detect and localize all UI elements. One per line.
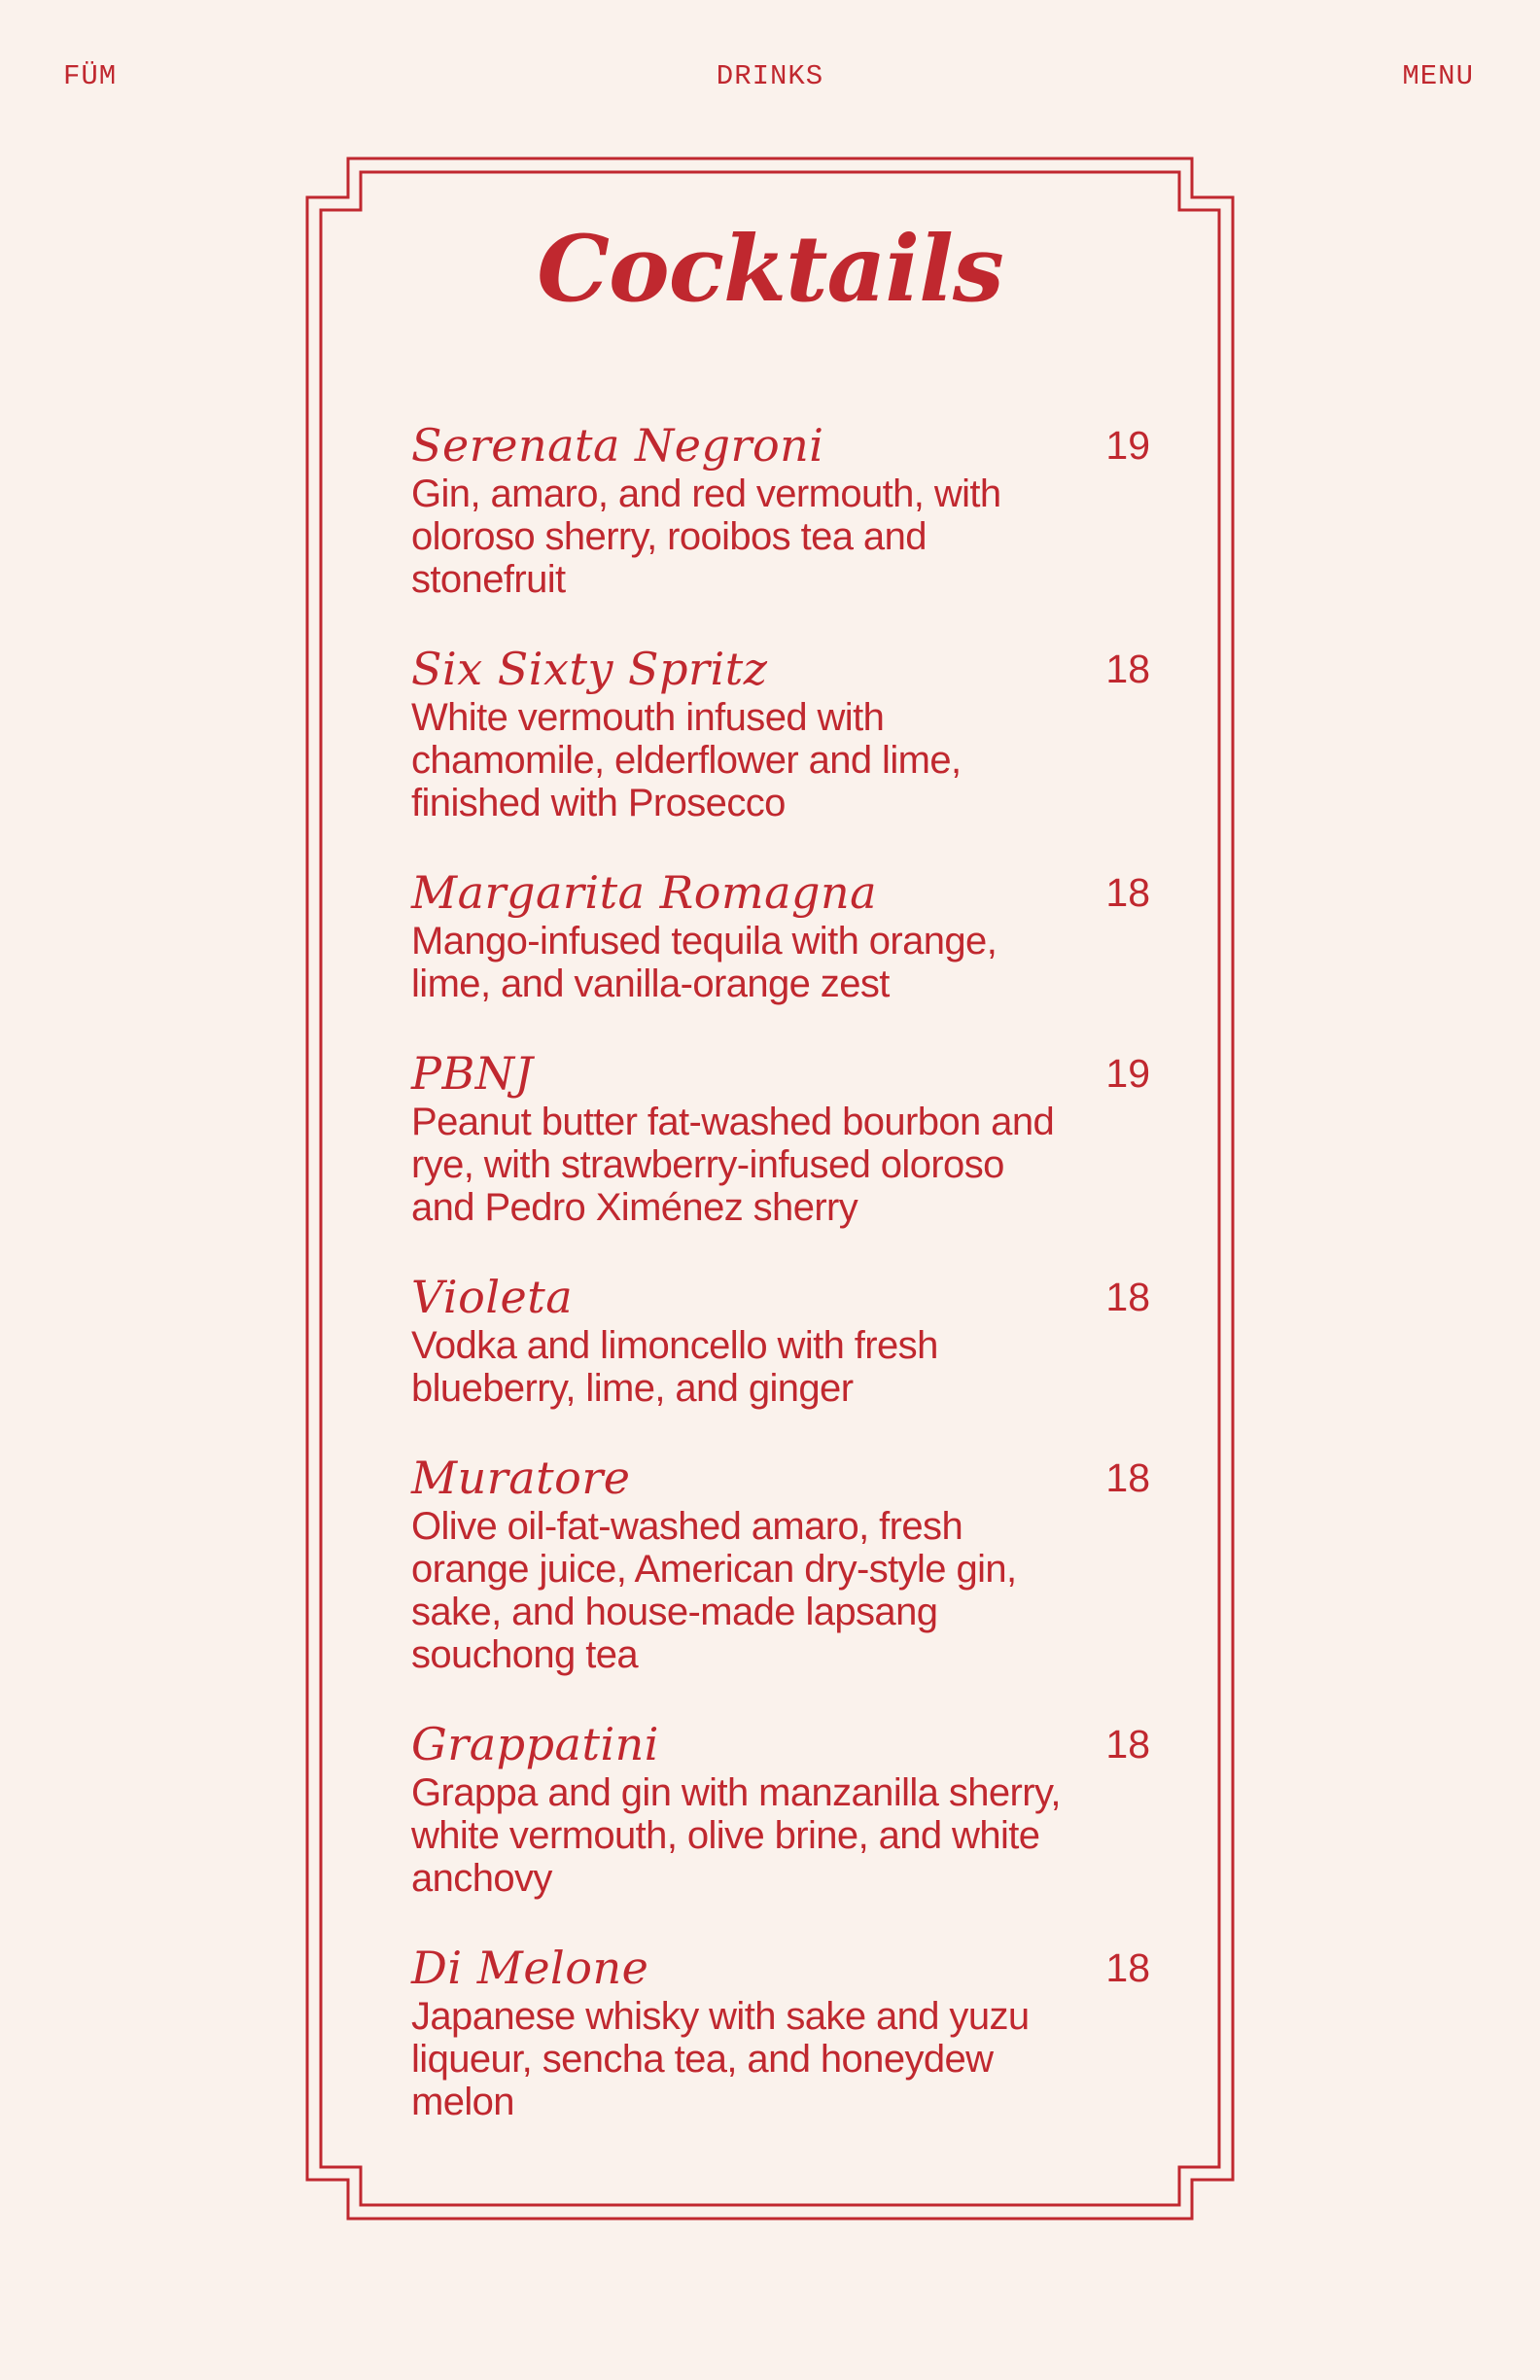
menu-item	[411, 642, 1150, 824]
menu-card	[304, 156, 1236, 2222]
item-name: Di Melone	[411, 1942, 649, 1994]
item-price: 19	[1105, 1051, 1150, 1096]
item-description: Vodka and limoncello with fresh blueberry, lime, and ginger	[411, 1324, 938, 1410]
item-description: Mango-infused tequila with orange, lime, and vanilla-orange zest	[411, 920, 998, 1005]
item-description: Japanese whisky with sake and yuzu liqueur, sencha tea, and honeydew melon	[411, 1995, 1030, 2123]
item-price: 19	[1105, 423, 1150, 468]
item-name: Grappatini	[411, 1718, 660, 1770]
menu-item	[411, 1451, 1150, 1676]
menu-title: Cocktails	[537, 216, 1003, 323]
menu-item	[411, 1046, 1150, 1229]
menu-item	[411, 418, 1150, 601]
menu-item	[411, 1270, 1150, 1410]
menu-item	[411, 865, 1150, 1005]
item-description: Gin, amaro, and red vermouth, with oloroso sherry, rooibos tea and stonefruit	[411, 472, 1001, 601]
item-name: Muratore	[411, 1452, 631, 1504]
item-price: 18	[1105, 647, 1150, 691]
item-price: 18	[1105, 1455, 1150, 1500]
top-navigation	[0, 60, 1540, 99]
item-name: Violeta	[411, 1271, 574, 1323]
menu-item	[411, 1941, 1150, 2123]
item-price: 18	[1105, 870, 1150, 915]
item-name: Serenata Negroni	[411, 419, 824, 472]
item-description: Olive oil-fat-washed amaro, fresh orange juice, American dry-style gin, sake, and house-made lapsang souchong tea	[411, 1505, 1017, 1676]
item-price: 18	[1105, 1275, 1150, 1319]
item-price: 18	[1105, 1945, 1150, 1990]
nav-drinks-link[interactable]: DRINKS	[716, 60, 824, 92]
item-name: Margarita Romagna	[411, 866, 877, 919]
item-description: White vermouth infused with chamomile, elderflower and lime, finished with Prosecco	[411, 696, 962, 824]
item-name: Six Sixty Spritz	[411, 643, 768, 695]
item-price: 18	[1105, 1722, 1150, 1767]
nav-menu-link[interactable]: MENU	[1402, 60, 1474, 92]
cocktail-list	[411, 418, 1150, 2164]
nav-brand-link[interactable]: FÜM	[63, 60, 118, 92]
item-name: PBNJ	[411, 1047, 534, 1100]
item-description: Peanut butter fat-washed bourbon and rye, with strawberry-infused oloroso and Pedro Ximénez sherry	[411, 1101, 1055, 1229]
item-description: Grappa and gin with manzanilla sherry, white vermouth, olive brine, and white anchovy	[411, 1771, 1061, 1900]
menu-item	[411, 1717, 1150, 1900]
